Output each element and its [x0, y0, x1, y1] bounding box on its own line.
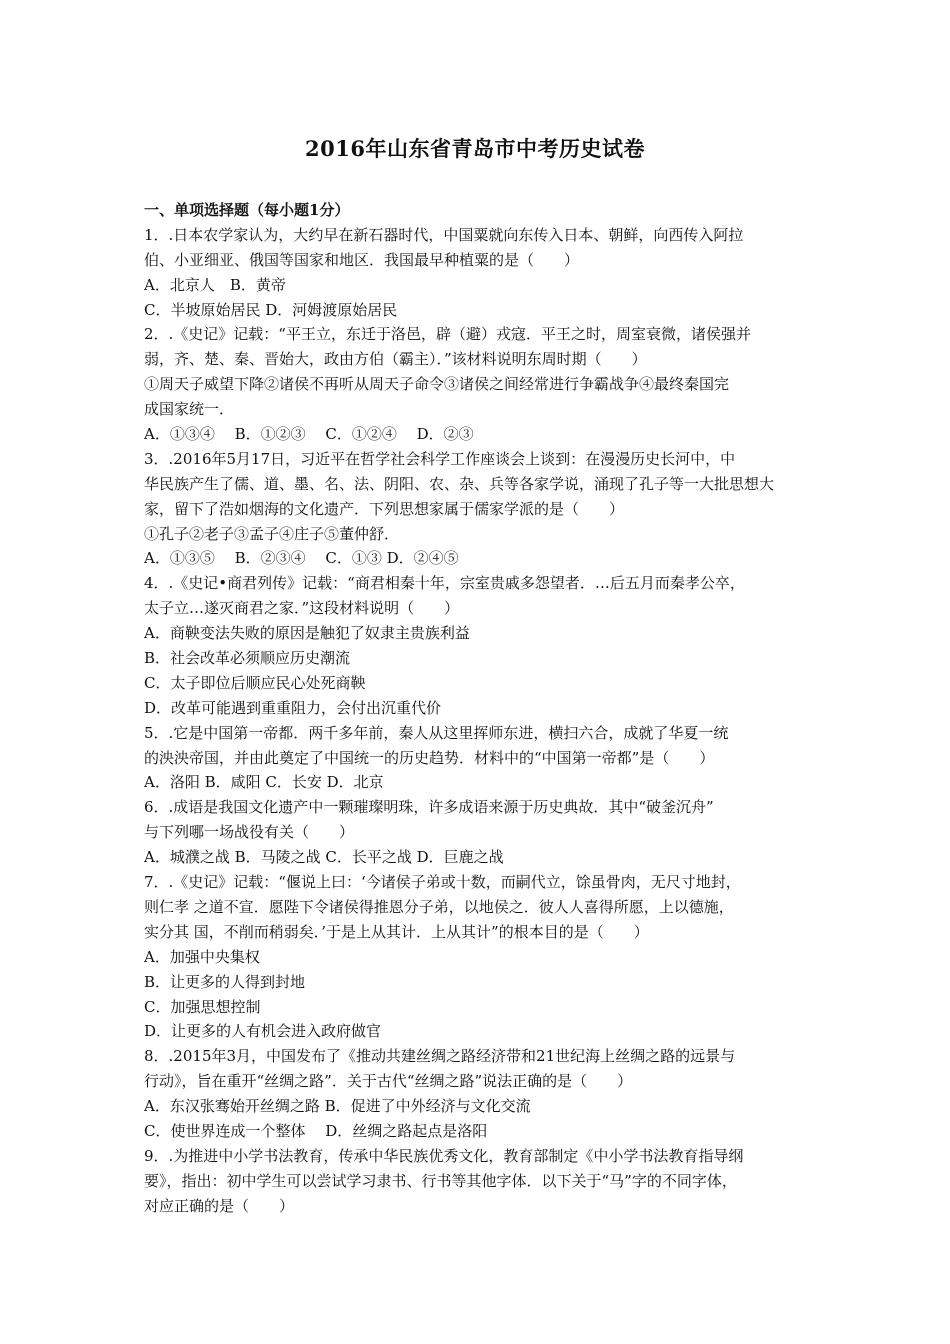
question-stem-line: 实分其 国，不削而稍弱矣．’于是上从其计．上从其计”的根本目的是（ ） — [144, 922, 649, 941]
question-6 — [144, 795, 814, 870]
question-stem-line: 7．.《史记》记载：“偃说上曰：‘今诸侯子弟或十数，而嗣代立，馀虽骨肉，无尺寸地封， — [144, 873, 741, 892]
answer-option: A．东汉张骞始开丝绸之路 B．促进了中外经济与文化交流 — [144, 1097, 531, 1116]
question-3 — [144, 447, 814, 571]
question-stem-line: 6．.成语是我国文化遗产中一颗璀璨明珠，许多成语来源于历史典故．其中“破釜沉舟” — [144, 798, 714, 817]
question-8 — [144, 1044, 814, 1144]
answer-option: A．北京人 B．黄帝 — [144, 275, 286, 294]
question-stem-line: 成国家统一． — [144, 400, 235, 419]
question-9 — [144, 1144, 814, 1219]
question-stem-line: 1．.日本农学家认为，大约早在新石器时代，中国粟就向东传入日本、朝鲜，向西传入阿拉 — [144, 225, 744, 244]
question-4 — [144, 571, 814, 720]
question-stem-line: 则仁孝 之道不宣．愿陛下令诸侯得推恩分子弟，以地侯之．彼人人喜得所愿，上以德施， — [144, 897, 734, 916]
question-stem-line: 5．.它是中国第一帝都．两千多年前，秦人从这里挥师东进，横扫六合，成就了华夏一统 — [144, 723, 729, 742]
answer-option: A．①③⑤ B．②③④ C．①③ D．②④⑤ — [144, 549, 459, 568]
question-stem-line: 伯、小亚细亚、俄国等国家和地区．我国最早种植粟的是（ ） — [144, 250, 580, 269]
answer-option: A．城濮之战 B．马陵之战 C．长平之战 D．巨鹿之战 — [144, 848, 504, 867]
answer-option: A．商鞅变法失败的原因是触犯了奴隶主贵族利益 — [144, 624, 470, 643]
question-stem-line: 家，留下了浩如烟海的文化遗产．下列思想家属于儒家学派的是（ ） — [144, 499, 625, 518]
answer-option: A．①③④ B．①②③ C．①②④ D．②③ — [144, 425, 474, 444]
answer-option: D．改革可能遇到重重阻力，会付出沉重代价 — [144, 698, 442, 717]
question-stem-line: 3．.2016年5月17日，习近平在哲学社会科学工作座谈会上谈到：在漫漫历史长河中，中 — [144, 449, 736, 468]
page-title: 2016年山东省青岛市中考历史试卷 — [305, 136, 645, 161]
question-stem-line: 要》，指出：初中学生可以尝试学习隶书、行书等其他字体．以下关于“马”字的不同字体， — [144, 1171, 737, 1190]
question-stem-line: ①孔子②老子③孟子④庄子⑤董仲舒． — [144, 524, 400, 543]
question-stem-line: 的泱泱帝国，并由此奠定了中国统一的历史趋势．材料中的“中国第一帝都”是（ ） — [144, 748, 715, 767]
answer-option: C．使世界连成一个整体 D．丝绸之路起点是洛阳 — [144, 1121, 488, 1140]
question-stem-line: 8．.2015年3月，中国发布了《推动共建丝绸之路经济带和21世纪海上丝绸之路的远景与 — [144, 1047, 736, 1066]
answer-option: C．太子即位后顺应民心处死商鞅 — [144, 673, 366, 692]
section-heading: 一、单项选择题（每小题1分） — [144, 201, 350, 219]
answer-option: C．加强思想控制 — [144, 997, 261, 1016]
question-stem-line: 4．.《史记•商君列传》记载：“商君相秦十年，宗室贵戚多怨望者．…后五月而秦孝公卒， — [144, 574, 745, 593]
answer-option: A．洛阳 B．咸阳 C．长安 D．北京 — [144, 773, 384, 792]
question-stem-line: 弱，齐、楚、秦、晋始大，政由方伯（霸主）．”该材料说明东周时期（ ） — [144, 350, 647, 369]
answer-option: D．让更多的人有机会进入政府做官 — [144, 1022, 382, 1041]
question-2 — [144, 322, 814, 446]
question-stem-line: 行动》，旨在重开“丝绸之路”．关于古代“丝绸之路”说法正确的是（ ） — [144, 1072, 633, 1091]
question-stem-line: ①周天子威望下降②诸侯不再听从周天子命令③诸侯之间经常进行争霸战争④最终秦国完 — [144, 375, 730, 394]
question-stem-line: 与下列哪一场战役有关（ ） — [144, 823, 355, 842]
answer-option: C．半坡原始居民 D．河姆渡原始居民 — [144, 300, 398, 319]
question-stem-line: 2．.《史记》记载：“平王立，东迁于洛邑，辟（避）戎寇．平王之时，周室衰微，诸侯强并 — [144, 325, 751, 344]
question-stem-line: 对应正确的是（ ） — [144, 1196, 295, 1215]
answer-option: B．社会改革必须顺应历史潮流 — [144, 649, 351, 668]
answer-option: B．让更多的人得到封地 — [144, 972, 306, 991]
answer-option: A．加强中央集权 — [144, 947, 260, 966]
question-stem-line: 太子立…遂灭商君之家．”这段材料说明（ ） — [144, 599, 460, 618]
question-stem-line: 9．.为推进中小学书法教育，传承中华民族优秀文化，教育部制定《中小学书法教育指导纲 — [144, 1146, 744, 1165]
question-1 — [144, 223, 814, 323]
question-stem-line: 华民族产生了儒、道、墨、名、法、阴阳、农、杂、兵等各家学说，涌现了孔子等一大批思想大 — [144, 474, 775, 493]
question-5 — [144, 721, 814, 796]
question-list — [144, 198, 814, 1219]
question-7 — [144, 870, 814, 1044]
